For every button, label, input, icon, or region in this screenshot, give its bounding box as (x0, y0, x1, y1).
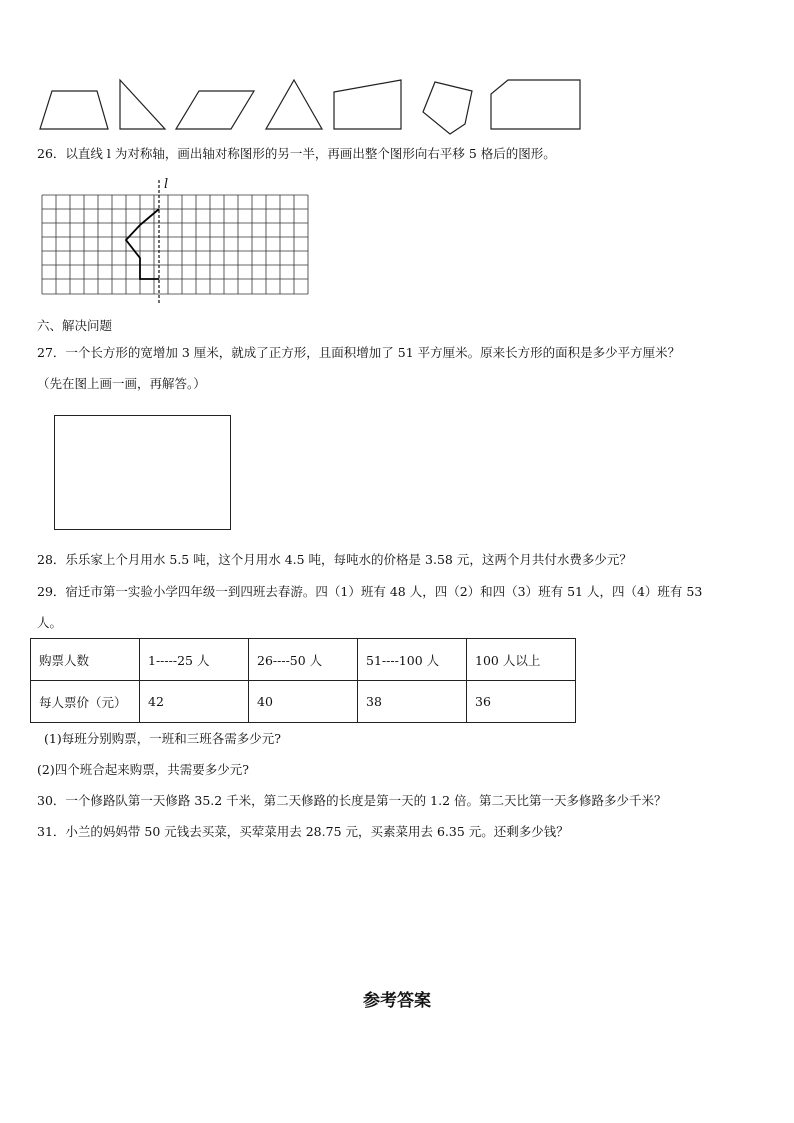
grid-lines (42, 195, 308, 294)
price-table (30, 638, 576, 723)
question-27-hint: （先在图上画一画，再解答。） (37, 376, 206, 391)
table-cell: 100 人以上 (467, 639, 576, 681)
table-row (31, 681, 576, 723)
table-cell: 1-----25 人 (140, 639, 249, 681)
table-cell: 36 (467, 681, 576, 723)
grid-figure (0, 0, 794, 310)
answer-title: 参考答案 (363, 991, 431, 1011)
question-31: 31．小兰的妈妈带 50 元钱去买菜，买荤菜用去 28.75 元，买素菜用去 6.35 元。还剩多少钱？ (37, 824, 569, 839)
rectangle-figure (54, 415, 231, 530)
question-26: 26．以直线 l 为对称轴，画出轴对称图形的另一半，再画出整个图形向右平移 5 格后的图形。 (37, 146, 556, 161)
question-28: 28．乐乐家上个月用水 5.5 吨，这个月用水 4.5 吨，每吨水的价格是 3.58 元，这两个月共付水费多少元？ (37, 552, 632, 567)
question-29-sub1: (1)每班分别购票，一班和三班各需多少元? (44, 731, 281, 746)
table-cell: 42 (140, 681, 249, 723)
table-cell: 每人票价（元） (31, 681, 140, 723)
question-29-line1: 29．宿迁市第一实验小学四年级一到四班去春游。四（1）班有 48 人，四（2）和四（3）班有 51 人，四（4）班有 53 (37, 584, 703, 599)
question-27: 27．一个长方形的宽增加 3 厘米，就成了正方形，且面积增加了 51 平方厘米。原来长方形的面积是多少平方厘米？ (37, 345, 681, 360)
table-cell: 38 (358, 681, 467, 723)
table-row (31, 639, 576, 681)
table-cell: 购票人数 (31, 639, 140, 681)
axis-label: l (164, 177, 169, 192)
table-cell: 40 (249, 681, 358, 723)
table-cell: 26----50 人 (249, 639, 358, 681)
question-30: 30．一个修路队第一天修路 35.2 千米，第二天修路的长度是第一天的 1.2 倍。第二天比第一天多修路多少千米？ (37, 793, 667, 808)
question-29-sub2: (2)四个班合起来购票，共需要多少元? (37, 762, 249, 777)
question-29-line2: 人。 (37, 615, 63, 630)
section-title: 六、解决问题 (37, 318, 113, 333)
table-cell: 51----100 人 (358, 639, 467, 681)
